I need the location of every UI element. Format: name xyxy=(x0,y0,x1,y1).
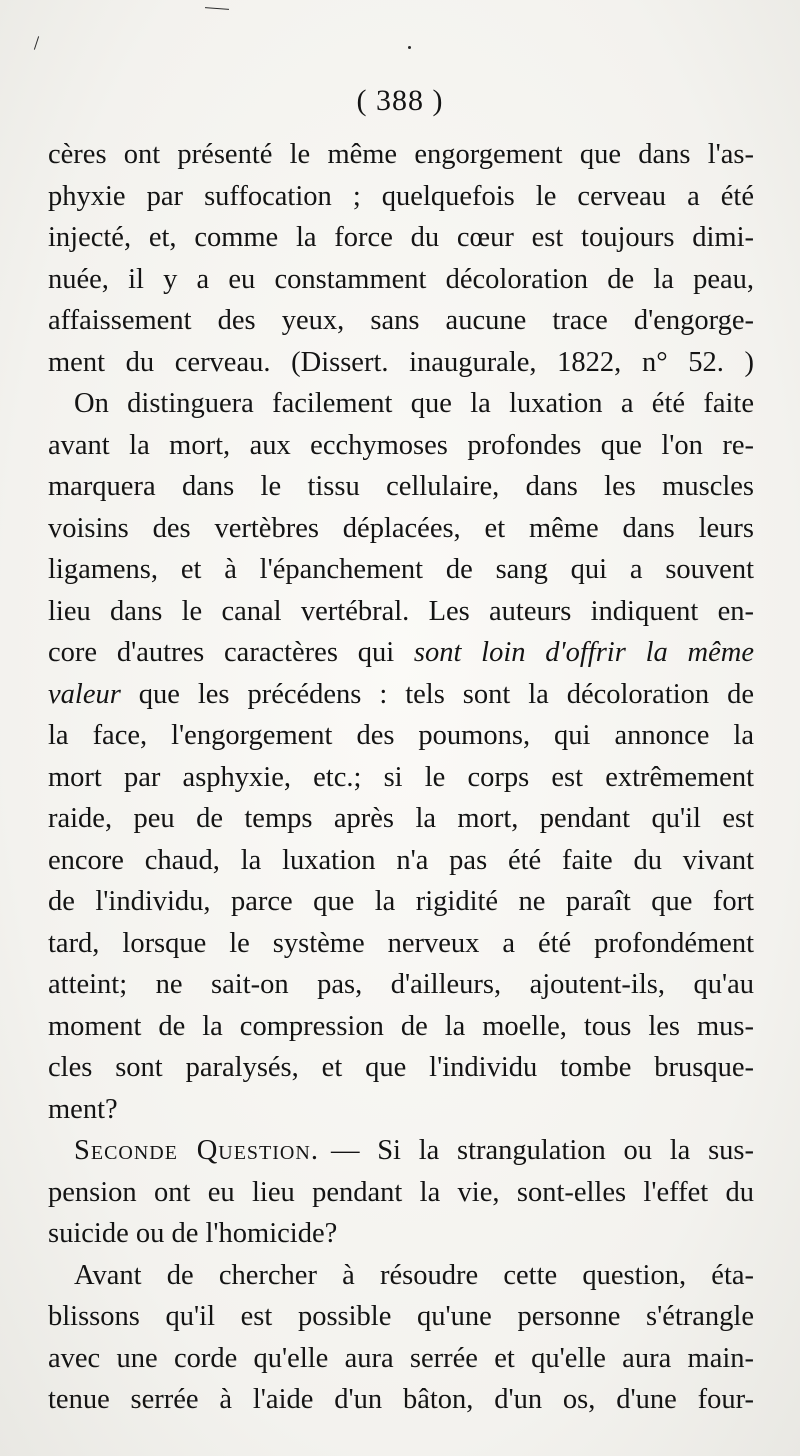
text-segment: core d'autres caractères qui xyxy=(48,637,414,668)
text-line: tard, lorsque le système nerveux a été profondément xyxy=(48,927,754,959)
question-text: Si la strangulation ou la sus- xyxy=(377,1135,754,1166)
text-line: atteint; ne sait-on pas, d'ailleurs, ajoutent-ils, qu'au xyxy=(48,969,754,1000)
paragraph-end-line: suicide ou de l'homicide? xyxy=(48,1218,338,1249)
text-line: avec une corde qu'elle aura serrée et qu'elle aura main- xyxy=(48,1342,754,1374)
italic-phrase: sont loin d'offrir la même xyxy=(413,637,755,668)
text-line: raide, peu de temps après la mort, pendant qu'il est xyxy=(48,803,754,834)
text-line: cles sont paralysés, et que l'individu tombe brusque- xyxy=(48,1052,754,1083)
paragraph-start-line: On distinguera facilement que la luxation a été faite xyxy=(74,388,754,419)
text-line: de l'individu, parce que la rigidité ne paraît que fort xyxy=(48,886,754,917)
text-line: tenue serrée à l'aide d'un bâton, d'un os, d'une four- xyxy=(48,1384,754,1415)
text-line: injecté, et, comme la force du cœur est toujours dimi- xyxy=(48,222,754,253)
text-line: encore chaud, la luxation n'a pas été faite du vivant xyxy=(48,844,754,876)
scan-mark xyxy=(34,36,39,50)
scan-mark xyxy=(205,7,229,10)
text-line-with-italic xyxy=(48,632,754,674)
text-line: nuée, il y a eu constamment décoloration de la peau, xyxy=(48,263,754,295)
scan-mark xyxy=(408,46,411,49)
text-line: cères ont présenté le même engorgement que dans l'as- xyxy=(48,139,754,170)
text-line: la face, l'engorgement des poumons, qui annonce la xyxy=(48,720,754,751)
text-line: ment du cerveau. (Dissert. inaugurale, 1822, n° 52. ) xyxy=(48,346,754,378)
text-line: phyxie par suffocation ; quelquefois le cerveau a été xyxy=(48,180,754,212)
text-line: blissons qu'il est possible qu'une personne s'étrangle xyxy=(48,1301,754,1332)
text-segment: que les précédens : tels sont la décoloration de xyxy=(120,678,754,710)
text-line: lieu dans le canal vertébral. Les auteurs indiquent en- xyxy=(48,595,754,627)
body-text xyxy=(48,134,754,1421)
text-line: mort par asphyxie, etc.; si le corps est extrêmement xyxy=(48,761,754,793)
page-number: ( 388 ) xyxy=(356,84,444,117)
text-line: pension ont eu lieu pendant la vie, sont-elles l'effet du xyxy=(48,1176,754,1208)
italic-phrase: valeur xyxy=(48,678,121,710)
text-line: moment de la compression de la moelle, tous les mus- xyxy=(48,1010,754,1042)
em-dash: — xyxy=(330,1135,360,1166)
question-heading: Seconde Question. xyxy=(74,1135,319,1166)
text-line: marquera dans le tissu cellulaire, dans les muscles xyxy=(48,471,754,502)
question-line xyxy=(48,1130,754,1172)
paragraph-end-line: ment? xyxy=(48,1093,118,1125)
text-line: voisins des vertèbres déplacées, et même dans leurs xyxy=(48,512,754,544)
text-line: ligamens, et à l'épanchement de sang qui a souvent xyxy=(48,554,754,585)
text-line: affaissement des yeux, sans aucune trace d'engorge- xyxy=(48,305,754,336)
text-line: avant la mort, aux ecchymoses profondes que l'on re- xyxy=(48,429,754,461)
paragraph-start-line: Avant de chercher à résoudre cette question, éta- xyxy=(74,1259,754,1291)
text-line-with-italic xyxy=(48,674,754,716)
